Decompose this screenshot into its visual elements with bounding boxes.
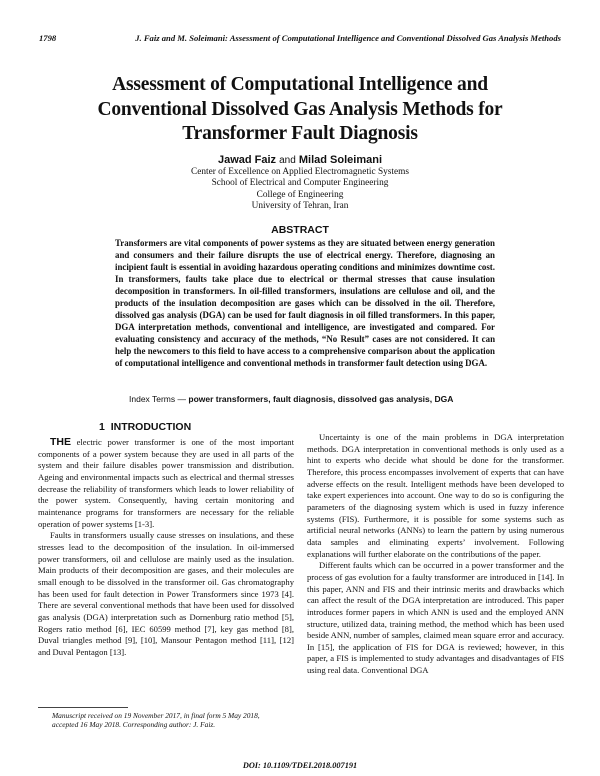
affiliation-line: University of Tehran, Iran xyxy=(251,200,349,211)
paragraph xyxy=(38,437,294,530)
right-column xyxy=(307,432,564,677)
title-line: Transformer Fault Diagnosis xyxy=(182,123,418,144)
section-number: 1 xyxy=(99,421,105,433)
paragraph: Different faults which can be occurred in a power transformer and the process of gas evolution for a faulty transformer are introduced in [14]. In this paper, ANN and FIS and their intrinsic merits and drawbacks which can affect the result of the DGA interpretation are introduced. This paper introduces former papers in which ANN is used and the employed ANN structure, utilized data, training method, the method which has been used beside ANN, number of samples, claimed mean square error and accuracy. In [15], the application of FIS for DGA is reviewed; however, in this paper, a FIS is implemented to study advantages and disadvantages of FIS using real data. Conventional DGA xyxy=(307,560,564,676)
paragraph-text: electric power transformer is one of the most important components of a power system because they are used in all parts of the system and their failure disables power transmission and distribution. Ageing and environmental impacts such as electrical and thermal stresses decrease the reliability of transformers which leads to lower reliability of the power system. Consequently, having certain monitoring and maintenance programs for transformers are necessary for the reliable operation of power systems [1-3]. xyxy=(38,437,294,529)
running-title: J. Faiz and M. Soleimani: Assessment of Computational Intelligence and Conventional Dissolved Gas Analysis Methods xyxy=(135,33,561,43)
footnote-line: Manuscript received on 19 November 2017, in final form 5 May 2018, xyxy=(52,711,260,720)
affiliation xyxy=(40,167,560,212)
abstract-body: Transformers are vital components of power systems as they are situated between energy generation and consumers and their failure disrupts the use of electrical energy. Therefore, diagnosing an incipient fault is essential in avoiding hazardous operating conditions and minimizes downtime cost. In transformers, faults take place due to electrical or thermal stresses that cause insulation decomposition in transformers. In oil-filled transformers, insulations are cellulose and oil, and the products of the insulation decomposition are gases which can be dissolved in the oil. Therefore, dissolved gas analysis (DGA) can be used for fault diagnosis in oil filled transformers. In this paper, DGA interpretation methods, conventional and intelligence, are investigated and compared. For evaluating consistency and accuracy of the methods, “No Result” cases are not considered. It can help the newcomers to this field to have access to a comprehensive comparison about the application of computational intelligence and conventional methods in transformer fault detection using DGA. xyxy=(115,238,495,368)
running-header xyxy=(39,33,561,47)
author-name: Milad Soleimani xyxy=(298,154,383,166)
lead-word: THE xyxy=(50,436,71,448)
left-column xyxy=(38,437,294,658)
author-name: Jawad Faiz xyxy=(217,154,277,166)
index-terms xyxy=(129,394,529,404)
footnote-line: accepted 16 May 2018. Corresponding author: J. Faiz. xyxy=(52,720,216,730)
author-line xyxy=(40,154,560,166)
author-connector: and xyxy=(279,155,296,166)
footnote xyxy=(52,711,292,730)
paper-title xyxy=(40,73,560,147)
abstract-heading: ABSTRACT xyxy=(271,224,329,236)
section-title: INTRODUCTION xyxy=(110,421,192,433)
affiliation-line: College of Engineering xyxy=(256,189,344,200)
footnote-rule xyxy=(38,707,128,708)
title-line: Conventional Dissolved Gas Analysis Methods for xyxy=(97,98,503,120)
paragraph: Uncertainty is one of the main problems in DGA interpretation methods. DGA interpretation in conventional methods is only used as a hint to experts who decide what should be done for the transformer. Therefore, this process encompasses involvement of experts that can have adverse effects on the result. Intelligent methods have been developed to take expert experiences into account. One way to do so is configuring the parameters of the diagnosing system which is used in fuzzy inference systems (FIS). Furthermore, it is possible for some systems such as artificial neural networks (ANNs) to learn the pattern by using numerous data samples and eliminating experts’ involvement. Following explanations will further elaborate on the contributions of the paper. xyxy=(307,432,564,559)
affiliation-line: Center of Excellence on Applied Electromagnetic Systems xyxy=(191,167,409,177)
affiliation-line: School of Electrical and Computer Engineering xyxy=(211,178,389,189)
index-terms-label: Index Terms — xyxy=(129,394,187,404)
doi: DOI: 10.1109/TDEI.2018.007191 xyxy=(242,761,358,770)
page-number: 1798 xyxy=(39,33,57,43)
section-heading xyxy=(99,421,259,433)
title-line: Assessment of Computational Intelligence and xyxy=(112,74,488,95)
index-terms-list: power transformers, fault diagnosis, dissolved gas analysis, DGA xyxy=(188,394,454,404)
paragraph: Faults in transformers usually cause stresses on insulations, and these stresses lead to the decomposition of the insulation. In oil-immersed power transformers, oil and cellulose are mainly used as the insulation. Main products of their decomposition are gases, and their molecules are small enough to be dissolved in the transformer oil. Gas chromatography has been used for fault detection in Power Transformers since 1973 [4]. There are several conventional methods that have been used for dissolved gas analysis (DGA) interpretation such as Dornenburg ratio method [5], Rogers ratio method [6], IEC 60599 method [7], key gas method [8], Duval triangles method [9], [10], Mansour Pentagon method [11], [12] and Duval Pentagon [13]. xyxy=(38,530,294,657)
